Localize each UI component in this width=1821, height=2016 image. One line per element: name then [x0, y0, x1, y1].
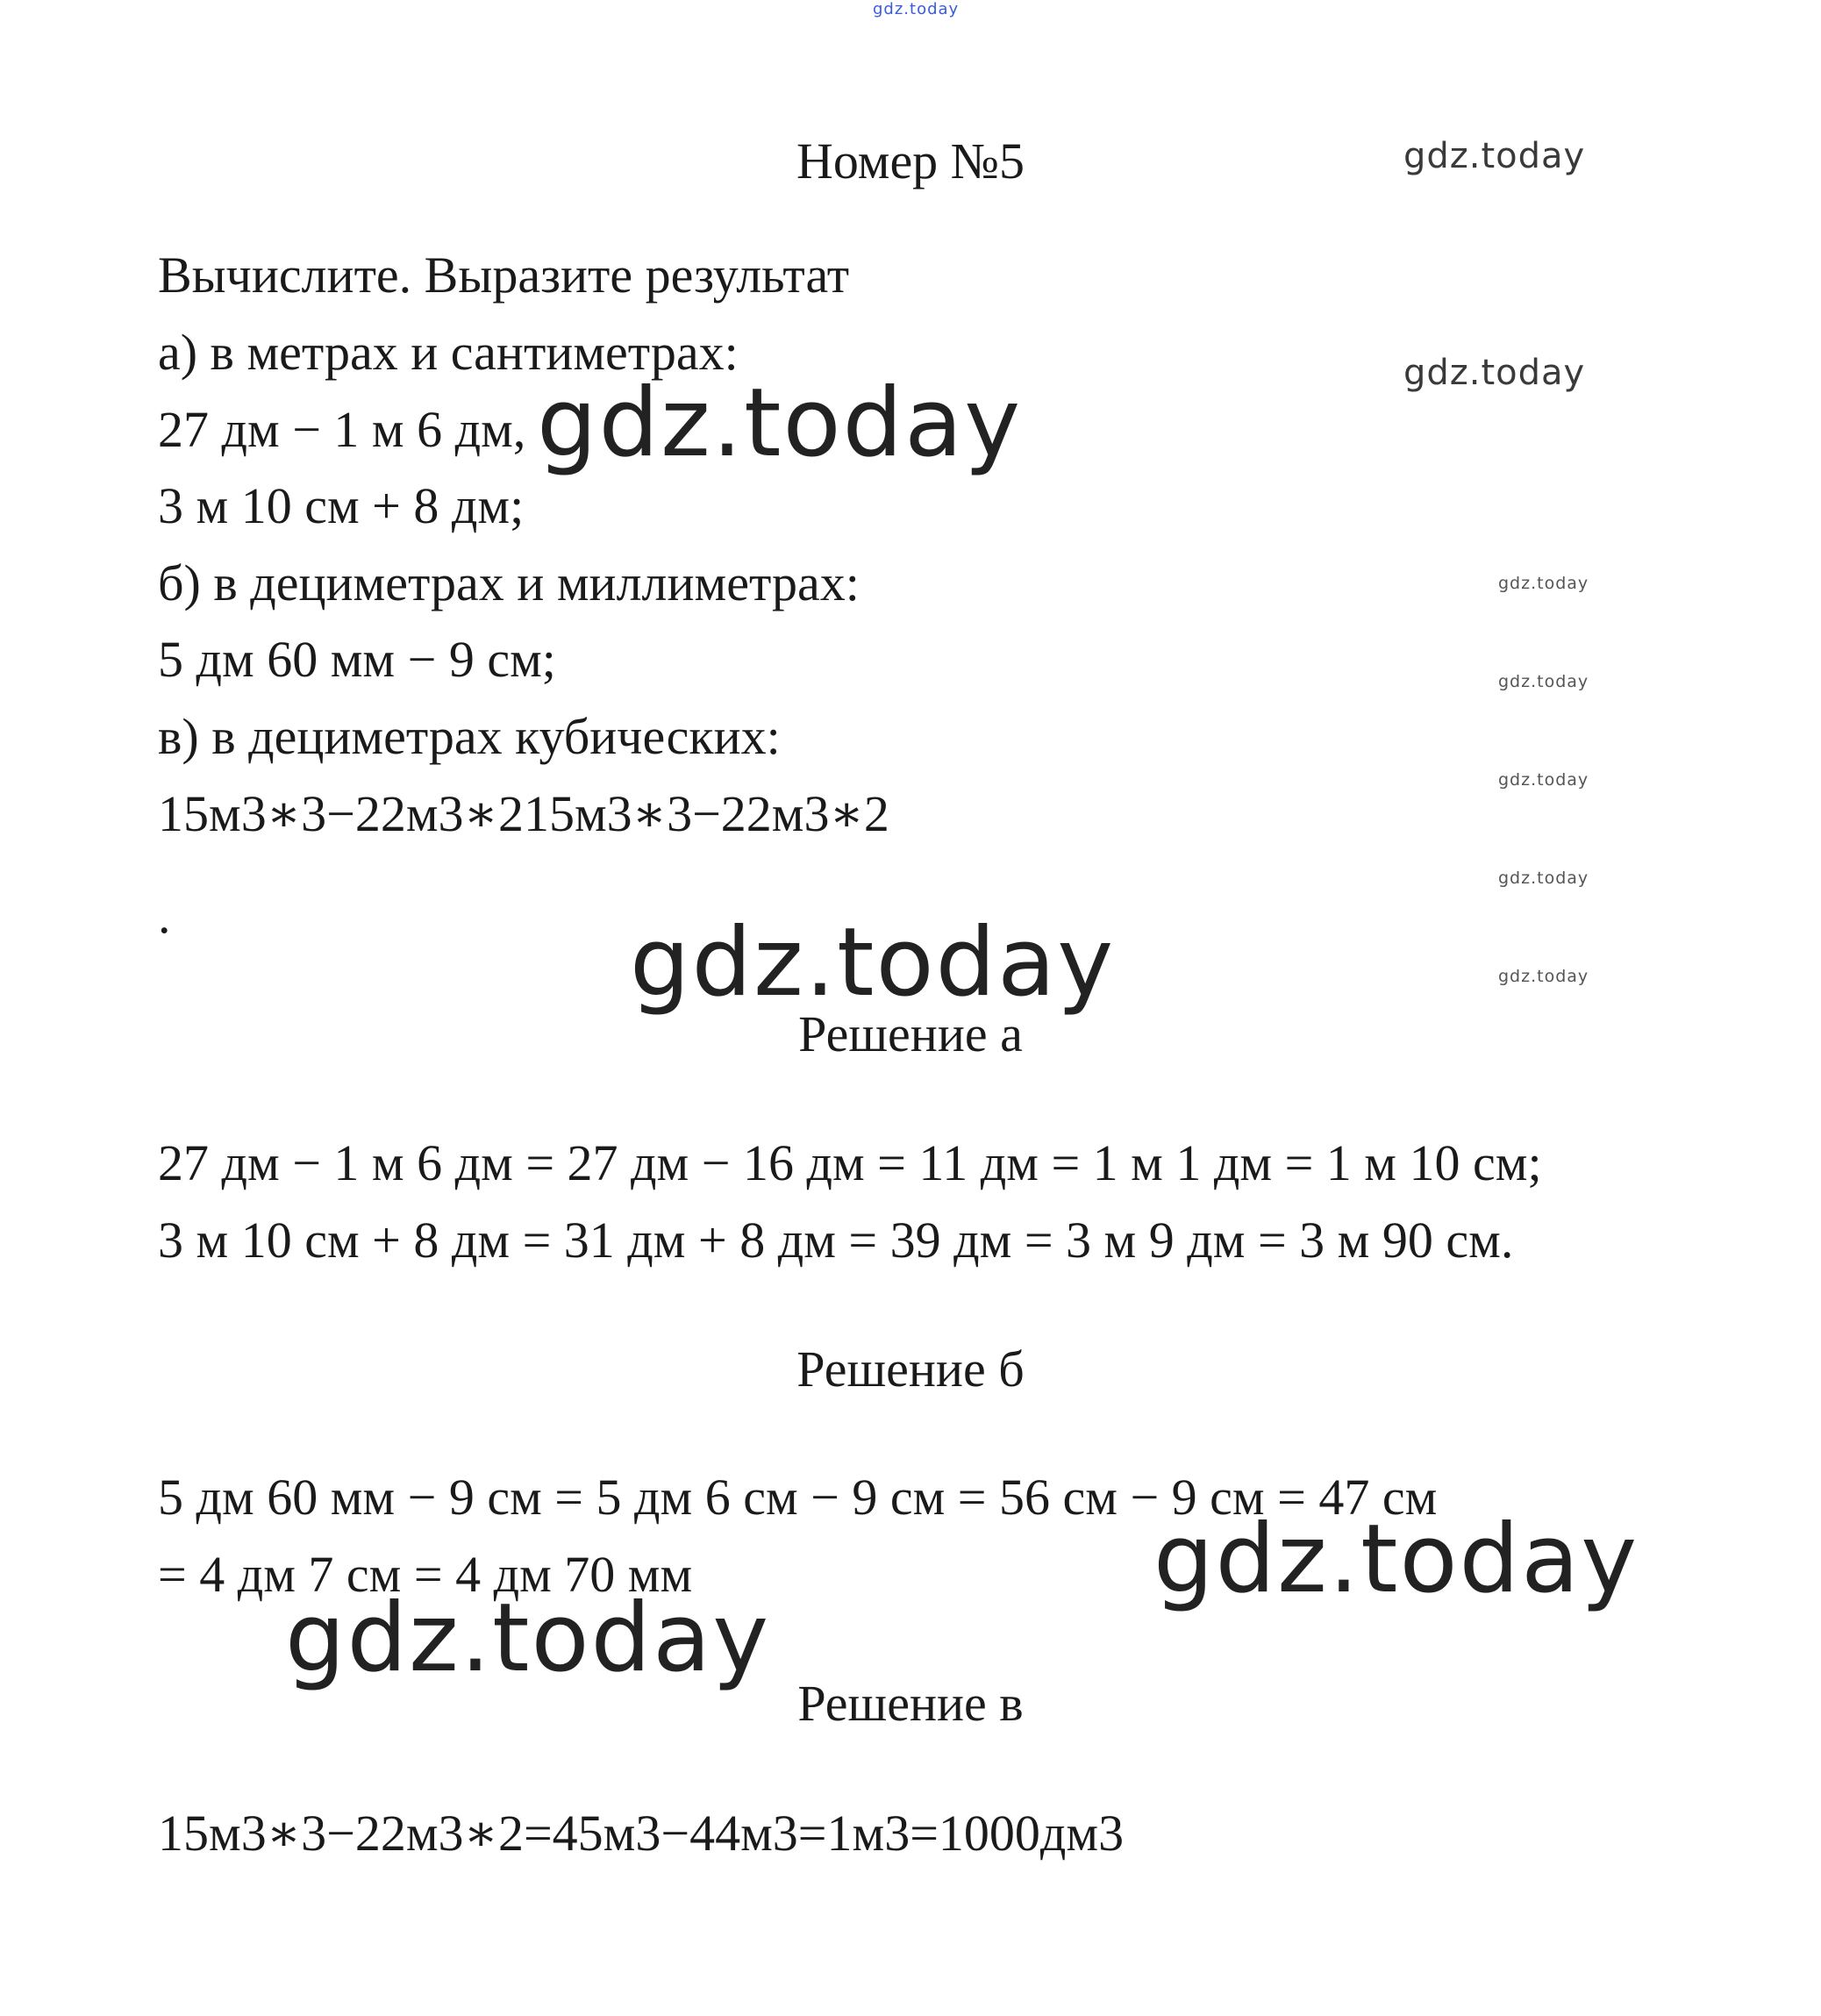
task-part-a-expr1: 27 дм − 1 м 6 дм, [158, 401, 526, 458]
solution-b-line1: 5 дм 60 мм − 9 см = 5 дм 6 см − 9 см = 56 см − 9 см = 47 см [158, 1469, 1438, 1526]
watermark-top: gdz.today [873, 0, 960, 18]
page-title: Номер №5 [796, 132, 1025, 189]
watermark-tiny-1: gdz.today [1498, 574, 1589, 593]
watermark-big-1: gdz.today [537, 368, 1023, 478]
solution-a-line1: 27 дм − 1 м 6 дм = 27 дм − 16 дм = 11 дм = 1 м 1 дм = 1 м 10 см; [158, 1134, 1542, 1191]
task-part-c-label: в) в дециметрах кубических: [158, 708, 781, 765]
watermark-big-2: gdz.today [630, 908, 1116, 1018]
task-part-b-expr1: 5 дм 60 мм − 9 см; [158, 631, 556, 688]
task-part-a-expr2: 3 м 10 см + 8 дм; [158, 477, 525, 534]
watermark-tiny-3: gdz.today [1498, 770, 1589, 790]
solution-b-heading: Решение б [796, 1340, 1025, 1398]
watermark-big-3: gdz.today [1153, 1505, 1639, 1614]
watermark-header-right: gdz.today [1403, 136, 1586, 176]
task-intro: Вычислите. Выразите результат [158, 247, 850, 304]
task-part-a-label: а) в метрах и сантиметрах: [158, 324, 739, 381]
solution-c-line1: 15м3∗3−22м3∗2=45м3−44м3=1м3=1000дм3 [158, 1805, 1125, 1862]
watermark-big-4: gdz.today [285, 1583, 771, 1693]
solution-b-line2: = 4 дм 7 см = 4 дм 70 мм [158, 1546, 693, 1603]
task-part-b-label: б) в дециметрах и миллиметрах: [158, 554, 860, 611]
watermark-tiny-5: gdz.today [1498, 967, 1589, 986]
task-dot: . [158, 887, 171, 944]
watermark-right-1: gdz.today [1403, 353, 1586, 393]
task-part-c-expr1: 15м3∗3−22м3∗215м3∗3−22м3∗2 [158, 785, 889, 842]
solution-c-heading: Решение в [797, 1675, 1024, 1732]
watermark-tiny-4: gdz.today [1498, 869, 1589, 888]
solution-a-heading: Решение а [798, 1005, 1023, 1062]
solution-a-line2: 3 м 10 см + 8 дм = 31 дм + 8 дм = 39 дм = 3 м 9 дм = 3 м 90 см. [158, 1212, 1514, 1269]
watermark-tiny-2: gdz.today [1498, 672, 1589, 691]
